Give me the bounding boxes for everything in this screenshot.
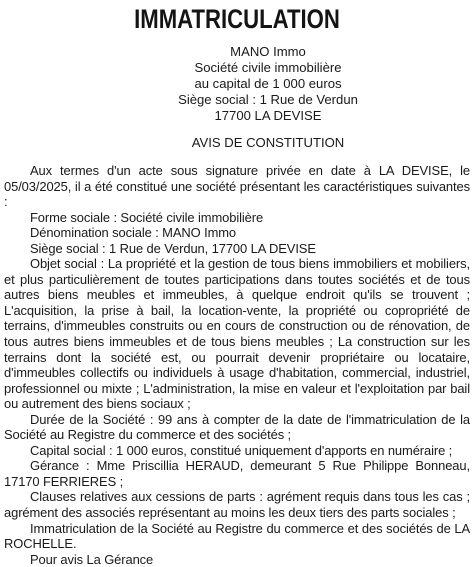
company-header: [4, 44, 470, 124]
paragraph-seat: Siège social : 1 Rue de Verdun, 17700 LA DEVISE: [30, 240, 316, 256]
company-seat: Siège social : 1 Rue de Verdun: [178, 92, 358, 107]
paragraph-transfer-clauses: Clauses relatives aux cessions de parts : agrément requis dans tous les cas ; agrément des associés représentant au moins les deux tiers des parts sociales ;: [4, 489, 470, 521]
company-capital: au capital de 1 000 euros: [194, 76, 342, 91]
paragraph-management: Gérance : Mme Priscillia HERAUD, demeurant 5 Rue Philippe Bonneau, 17170 FERRIERES ;: [4, 458, 470, 489]
notice-type: AVIS DE CONSTITUTION: [191, 135, 345, 150]
notice-title: IMMATRICULATION: [134, 4, 340, 34]
paragraph-capital: Capital social : 1 000 euros, constitué uniquement d'apports en numéraire ;: [30, 442, 453, 458]
company-name: MANO Immo: [230, 44, 306, 59]
company-form: Société civile immobilière: [194, 60, 342, 75]
paragraph-purpose: Objet social : La propriété et la gestion de tous biens immobiliers et mobiliers, et plus particulièrement de toutes participations dans toutes sociétés et de tous autres biens meubles et immeubles, à quelque endroit qu'ils se trouvent ; L'acquisition, la prise à bail, la location-vente, la propriété ou copropriété de terrains, d'immeubles construits ou en cours de construction ou de rénovation, de tous autres biens immeubles et de tous biens meubles ; La construction sur les terrains dont la société est, ou pourrait devenir propriétaire ou locataire, d'immeubles collectifs ou individuels à usage d'habitation, commercial, industriel, professionnel ou mixte ; L'administration, la mise en valeur et l'exploitation par bail ou autrement des biens sociaux ;: [4, 256, 470, 412]
paragraph-signature: Pour avis La Gérance: [30, 551, 154, 567]
paragraph-registration: Immatriculation de la Société au Registre du commerce et des sociétés de LA ROCHELLE.: [4, 520, 470, 552]
notice-body: [4, 163, 470, 567]
paragraph-form: Forme sociale : Société civile immobilière: [30, 209, 264, 225]
paragraph-intro: Aux termes d'un acte sous signature privée en date à LA DEVISE, le 05/03/2025, il a été constitué une société présentant les caractéristiques suivantes :: [4, 163, 470, 210]
paragraph-denomination: Dénomination sociale : MANO Immo: [30, 225, 237, 241]
company-city: 17700 LA DEVISE: [214, 108, 322, 123]
paragraph-duration: Durée de la Société : 99 ans à compter de la date de l'immatriculation de la Société au Registre du commerce et des sociétés ;: [4, 411, 470, 443]
